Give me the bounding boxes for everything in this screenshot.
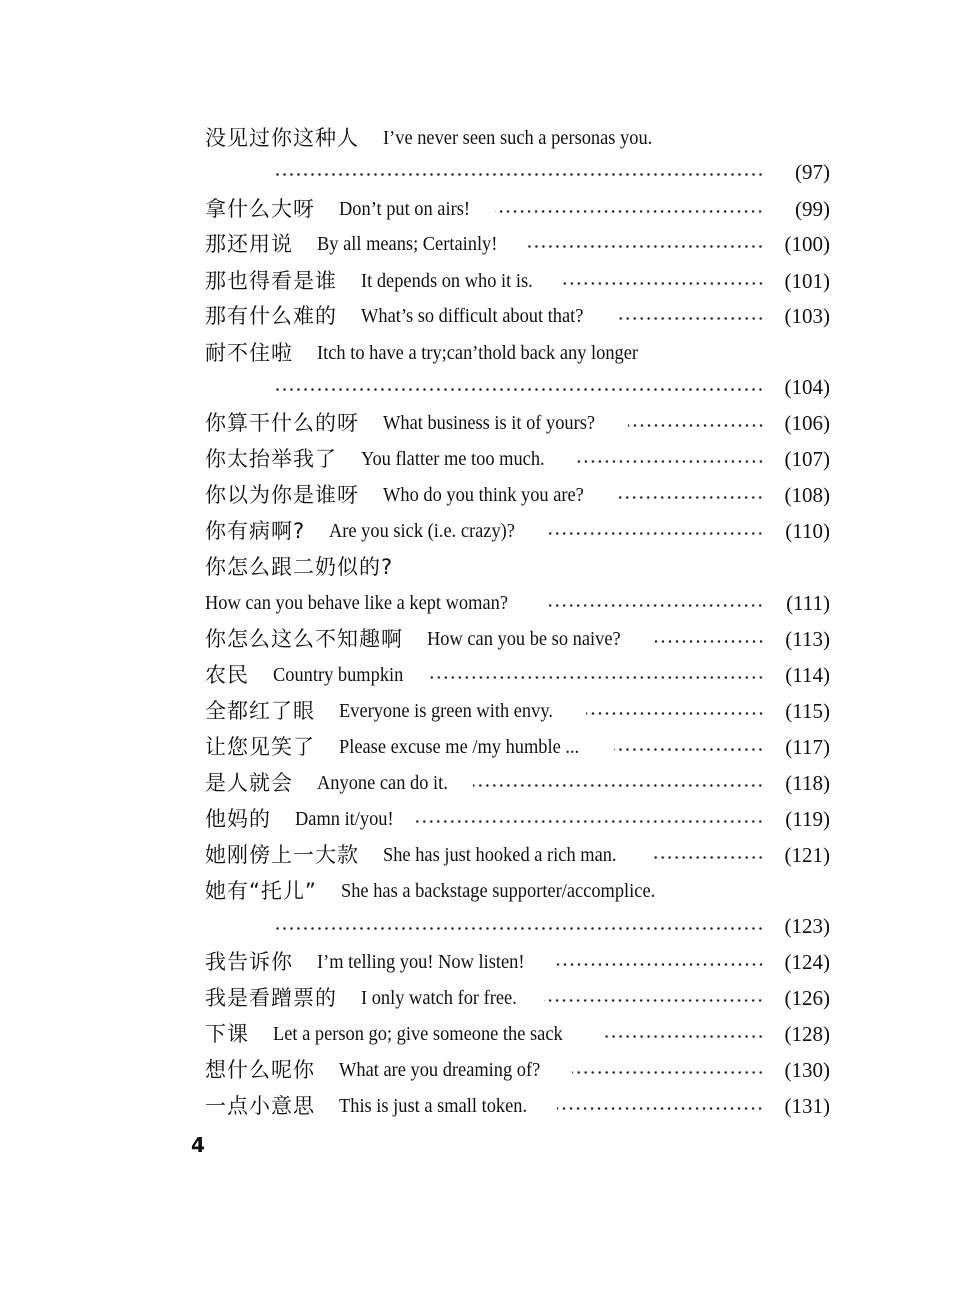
- entry-english: I’m telling you! Now listen!: [317, 951, 525, 973]
- toc-entry: [205, 336, 830, 370]
- dot-leader: [545, 514, 764, 548]
- entry-english: By all means; Certainly!: [317, 233, 498, 255]
- entry-english: I’ve never seen such a personas you.: [383, 127, 653, 149]
- toc-entry: [205, 802, 830, 836]
- entry-page: (111): [786, 591, 830, 615]
- entry-page: (103): [784, 304, 830, 328]
- entry-english: It depends on who it is.: [361, 270, 533, 292]
- dot-leader: [544, 981, 764, 1015]
- entry-english: You flatter me too much.: [361, 448, 545, 470]
- entry-chinese: 他妈的: [205, 807, 271, 831]
- entry-english: She has just hooked a rich man.: [383, 844, 617, 866]
- entry-page: (131): [784, 1094, 830, 1118]
- toc-entry-continuation: [258, 155, 830, 189]
- entry-english: Damn it/you!: [295, 808, 394, 830]
- entry-page: (115): [785, 699, 830, 723]
- toc-entry: [205, 406, 830, 440]
- toc-entry: [205, 550, 830, 584]
- entry-chinese: 你怎么跟二奶似的?: [205, 555, 394, 579]
- toc-entry: [205, 1053, 830, 1087]
- dot-leader: [628, 406, 764, 440]
- entry-chinese: 全都红了眼: [205, 699, 315, 723]
- entry-english: What are you dreaming of?: [339, 1059, 541, 1081]
- toc-entry: [205, 622, 830, 656]
- entry-chinese: 你算干什么的呀: [205, 411, 359, 435]
- dot-leader: [527, 227, 764, 261]
- entry-chinese: 是人就会: [205, 771, 293, 795]
- dot-leader: [615, 478, 764, 512]
- entry-page: (97): [795, 160, 830, 184]
- dot-leader: [473, 766, 764, 800]
- entry-page: (117): [785, 735, 830, 759]
- toc-entry: [205, 442, 830, 476]
- dot-leader: [272, 370, 764, 404]
- dot-leader: [272, 909, 764, 943]
- dot-leader: [651, 838, 764, 872]
- entry-english: Please excuse me /my humble ...: [339, 736, 580, 758]
- dot-leader: [572, 1053, 764, 1087]
- toc-entry: [205, 838, 830, 872]
- toc-entry: [205, 192, 830, 226]
- toc-entry: [205, 478, 830, 512]
- dot-leader: [272, 155, 764, 189]
- entry-page: (110): [785, 519, 830, 543]
- entry-chinese: 一点小意思: [205, 1094, 315, 1118]
- entry-chinese: 那也得看是谁: [205, 269, 337, 293]
- toc-entry-continuation: [258, 370, 830, 404]
- toc-entry: [205, 299, 830, 333]
- dot-leader: [586, 694, 764, 728]
- entry-chinese: 她刚傍上一大款: [205, 843, 359, 867]
- entry-page: (128): [784, 1022, 830, 1046]
- entry-english: Are you sick (i.e. crazy)?: [329, 520, 516, 542]
- toc-entry: [205, 766, 830, 800]
- entry-english: Anyone can do it.: [317, 772, 448, 794]
- entry-chinese: 想什么呢你: [205, 1058, 315, 1082]
- entry-english: What’s so difficult about that?: [361, 305, 584, 327]
- entry-page: (118): [785, 771, 830, 795]
- entry-page: (106): [784, 411, 830, 435]
- dot-leader: [562, 264, 764, 298]
- toc-entry: [205, 514, 830, 548]
- entry-chinese: 下课: [205, 1022, 249, 1046]
- toc-entry: [205, 874, 830, 908]
- entry-chinese: 耐不住啦: [205, 341, 293, 365]
- toc-entry: [205, 227, 830, 261]
- entry-english: Who do you think you are?: [383, 484, 584, 506]
- toc-entry: [205, 945, 830, 979]
- entry-english: Everyone is green with envy.: [339, 700, 553, 722]
- entry-page: (123): [784, 914, 830, 938]
- entry-english: What business is it of yours?: [383, 412, 596, 434]
- entry-page: (100): [784, 232, 830, 256]
- entry-english: I only watch for free.: [361, 987, 517, 1009]
- dot-leader: [495, 192, 764, 226]
- entry-english: How can you be so naive?: [427, 628, 621, 650]
- entry-page: (130): [784, 1058, 830, 1082]
- entry-chinese: 那还用说: [205, 232, 293, 256]
- entry-page: (124): [784, 950, 830, 974]
- toc-entry: [205, 1089, 830, 1123]
- entry-page: (101): [784, 269, 830, 293]
- entry-chinese: 让您见笑了: [205, 735, 315, 759]
- toc-entry: [205, 658, 830, 692]
- entry-page: (99): [795, 197, 830, 221]
- entry-english: Country bumpkin: [273, 664, 404, 686]
- toc-entry: [205, 730, 830, 764]
- toc-entry: [205, 121, 830, 155]
- dot-leader: [652, 622, 765, 656]
- entry-english: Itch to have a try;can’thold back any longer: [317, 342, 639, 364]
- entry-page: (107): [784, 447, 830, 471]
- dot-leader: [614, 730, 764, 764]
- entry-chinese: 拿什么大呀: [205, 197, 315, 221]
- dot-leader: [575, 442, 764, 476]
- dot-leader: [416, 802, 764, 836]
- entry-chinese: 你怎么这么不知趣啊: [205, 627, 403, 651]
- entry-english: She has a backstage supporter/accomplice.: [340, 880, 655, 902]
- toc-entry: [205, 264, 830, 298]
- toc-entry: [205, 981, 830, 1015]
- entry-chinese: 那有什么难的: [205, 304, 337, 328]
- entry-english: How can you behave like a kept woman?: [205, 592, 508, 614]
- entry-page: (104): [784, 375, 830, 399]
- entry-chinese: 我告诉你: [205, 950, 293, 974]
- page-number: 4: [191, 1133, 205, 1157]
- entry-page: (113): [785, 627, 830, 651]
- toc-entry: [205, 694, 830, 728]
- entry-page: (126): [784, 986, 830, 1010]
- dot-leader: [557, 945, 764, 979]
- entry-english: Let a person go; give someone the sack: [273, 1023, 563, 1045]
- dot-leader: [617, 299, 764, 333]
- entry-chinese: 农民: [205, 663, 249, 687]
- entry-english: This is just a small token.: [339, 1095, 528, 1117]
- entry-chinese: 她有“托儿”: [205, 879, 317, 903]
- dot-leader: [557, 1089, 764, 1123]
- entry-page: (121): [784, 843, 830, 867]
- entry-chinese: 没见过你这种人: [205, 126, 359, 150]
- entry-chinese: 我是看蹭票的: [205, 986, 337, 1010]
- entry-page: (108): [784, 483, 830, 507]
- entry-page: (114): [785, 663, 830, 687]
- toc-entry: [205, 1017, 830, 1051]
- dot-leader: [548, 586, 764, 620]
- entry-english: Don’t put on airs!: [339, 198, 471, 220]
- dot-leader: [429, 658, 764, 692]
- entry-page: (119): [785, 807, 830, 831]
- entry-chinese: 你以为你是谁呀: [205, 483, 359, 507]
- dot-leader: [602, 1017, 764, 1051]
- toc-entry-continuation: [205, 586, 830, 620]
- entry-chinese: 你有病啊?: [205, 519, 306, 543]
- toc-entry-continuation: [258, 909, 830, 943]
- entry-chinese: 你太抬举我了: [205, 447, 337, 471]
